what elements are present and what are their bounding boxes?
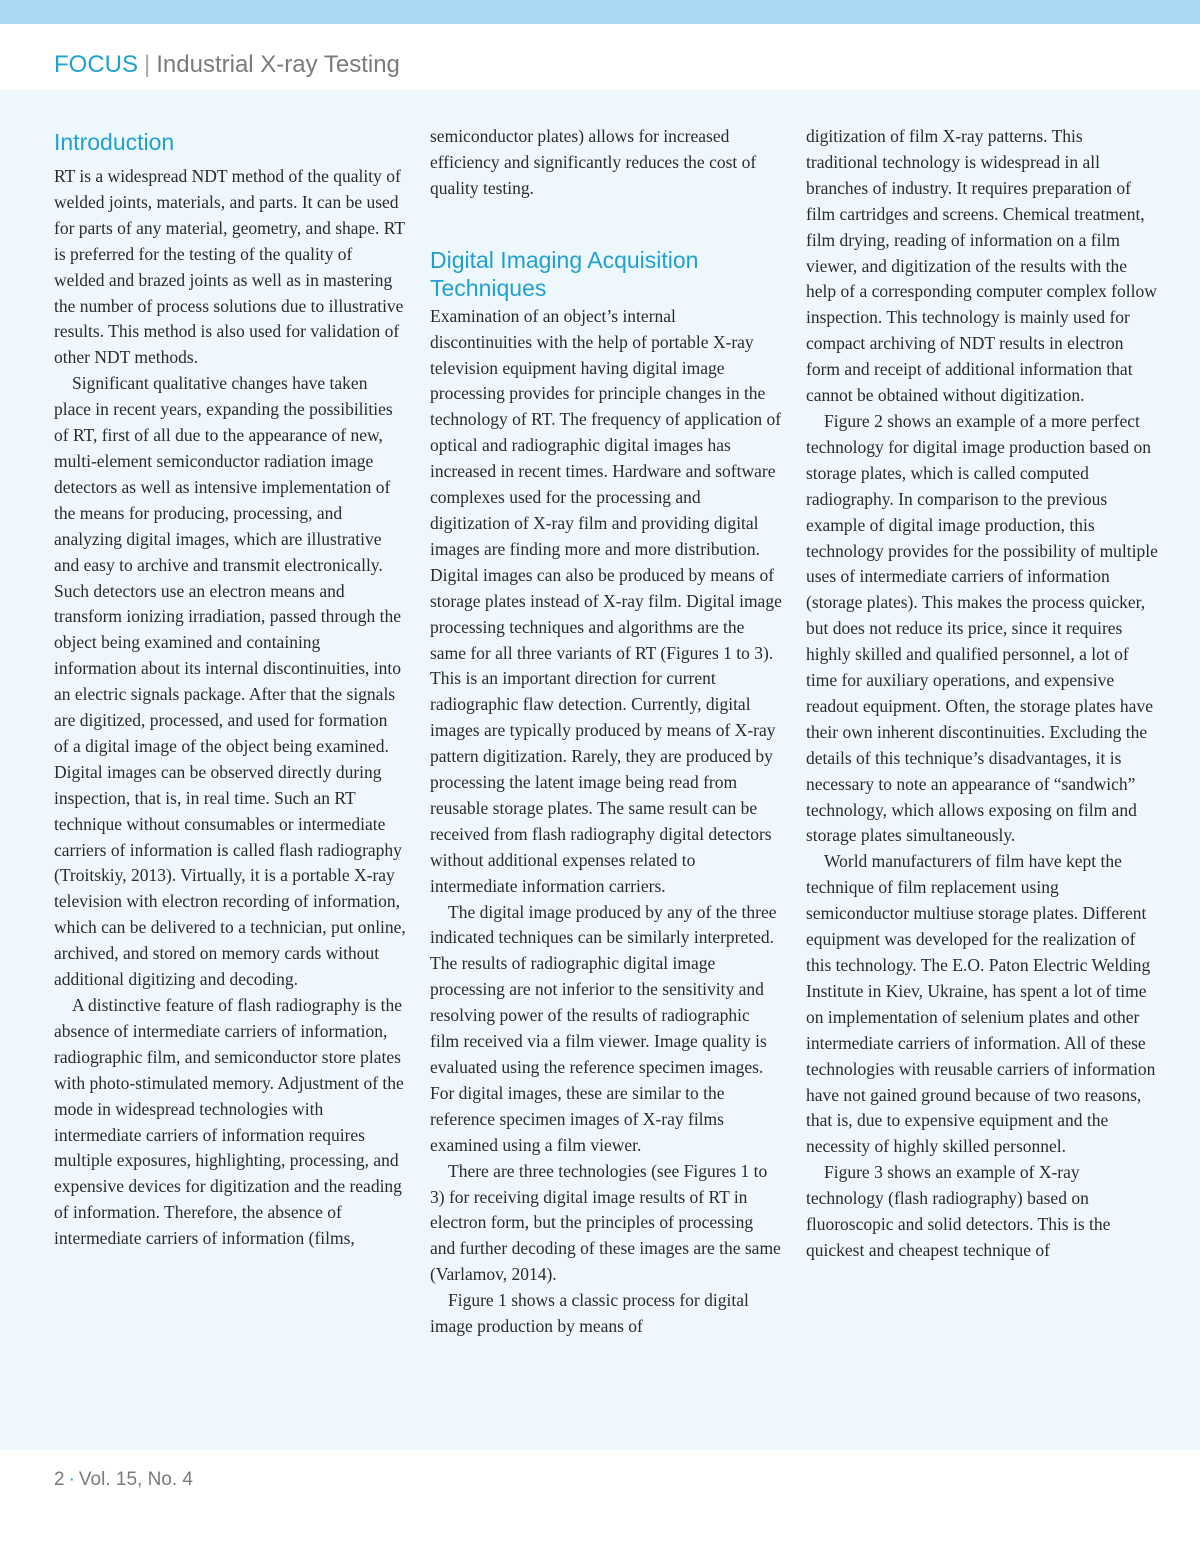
footer-bullet: · [68,1469,75,1490]
paragraph: semiconductor plates) allows for increased efficiency and significantly reduces the cost of quality testing. [430,126,757,198]
running-header [54,50,400,80]
text-column-3 [806,124,1158,1264]
text-column-2 [430,124,782,1340]
paragraph: Figure 2 shows an example of a more perfect technology for digital image production based on storage plates, which is called computed radiography. In comparison to the previous example of digital image production, this technology provides for the possibility of multiple uses of intermediate carriers of information (storage plates). This makes the process quicker, but does not reduce its price, since it requires highly skilled and qualified personnel, a lot of time for auxiliary operations, and expensive readout equipment. Often, the storage plates have their own inherent discontinuities. Excluding the details of this technique’s disadvantages, it is necessary to note an appearance of “sandwich” technology, which allows exposing on film and storage plates simultaneously. [806,410,1158,846]
section-heading-introduction: Introduction [54,129,175,155]
section-topic: Industrial X-ray Testing [156,51,400,78]
section-label: FOCUS [54,51,138,78]
paragraph: RT is a widespread NDT method of the quality of welded joints, materials, and parts. It can be used for parts of any material, geometry, and shape. RT is preferred for the testing of the quality of welded and brazed joints as well as in mastering the number of process solutions due to illustrative results. This method is also used for validation of other NDT methods. [54,166,405,368]
paragraph: A distinctive feature of flash radiography is the absence of intermediate carriers of information, radiographic film, and semiconductor store plates with photo-stimulated memory. Adjustment of the mode in widespread technologies with intermediate carriers of information requires multiple exposures, highlighting, processing, and expensive devices for digitization and the reading of information. Therefore, the absence of intermediate carriers of information (films, [54,995,404,1249]
issue-info: Vol. 15, No. 4 [78,1469,193,1490]
paragraph: World manufacturers of film have kept the technique of film replacement using semiconductor multiuse storage plates. Different equipment was developed for the realization of this technology. The E.O. Paton Electric Welding Institute in Kiev, Ukraine, has spent a lot of time on implementation of selenium plates and other intermediate carriers of information. All of these technologies with reusable carriers of information have not gained ground because of two reasons, that is, due to expensive equipment and the necessity of highly skilled personnel. [806,851,1156,1157]
paragraph: digitization of film X-ray patterns. This traditional technology is widespread in all branches of industry. It requires preparation of film cartridges and screens. Chemical treatment, film drying, reading of information on a film viewer, and digitization of the results with the help of a corresponding computer complex follow inspection. This technology is mainly used for compact archiving of NDT results in electron form and receipt of additional information that cannot be obtained without digitization. [806,126,1157,406]
paragraph: The digital image produced by any of the three indicated techniques can be similarly interpreted. The results of radiographic digital image processing are not inferior to the sensitivity and resolving power of the results of radiographic film received via a film viewer. Image quality is evaluated using the reference specimen images. For digital images, these are similar to the reference specimen images of X-ray films examined using a film viewer. [430,901,777,1155]
paragraph: There are three technologies (see Figures 1 to 3) for receiving digital image results of RT in electron form, but the principles of processing and further decoding of these images are the same (Varlamov, 2014). [430,1160,781,1285]
page-footer [54,1466,193,1494]
text-column-1 [54,124,406,1252]
paragraph: Figure 1 shows a classic process for digital image production by means of [430,1290,749,1337]
paragraph: Examination of an object’s internal discontinuities with the help of portable X-ray television equipment having digital image processing provides for principle changes in the technology of RT. The frequency of application of optical and radiographic digital images has increased in recent times. Hardware and software complexes used for the processing and digitization of X-ray film and providing digital images are finding more and more distribution. Digital images can also be produced by means of storage plates instead of X-ray film. Digital image processing techniques and algorithms are the same for all three variants of RT (Figures 1 to 3). This is an important direction for current radiographic flaw detection. Currently, digital images are typically produced by means of X-ray pattern digitization. Rarely, they are produced by processing the latent image being read from reusable storage plates. The same result can be received from flash radiography digital detectors without additional expenses related to intermediate information carriers. [430,305,782,896]
page-number: 2 [54,1469,65,1490]
paragraph: Figure 3 shows an example of X-ray technology (flash radiography) based on fluoroscopic and solid detectors. This is the quickest and cheapest technique of [806,1162,1111,1260]
top-color-bar [0,0,1200,24]
paragraph: Significant qualitative changes have taken place in recent years, expanding the possibilities of RT, first of all due to the appearance of new, multi-element semiconductor radiation image detectors as well as intensive implementation of the means for producing, processing, and analyzing digital images, which are illustrative and easy to archive and transmit electronically. Such detectors use an electron means and transform ionizing irradiation, passed through the object being examined and containing information about its internal discontinuities, into an electric signals package. After that the signals are digitized, processed, and used for formation of a digital image of the object being examined. Digital images can be observed directly during inspection, that is, in real time. Such an RT technique without consumables or intermediate carriers of information is called flash radiography (Troitskiy, 2013). Virtually, it is a portable X-ray television with electron recording of information, which can be delivered to a technician, put online, archived, and stored on memory cards without additional digitizing and decoding. [54,373,406,990]
section-heading-digital-imaging: Digital Imaging Acquisition Techniques [430,246,699,301]
header-separator: | [144,51,151,78]
